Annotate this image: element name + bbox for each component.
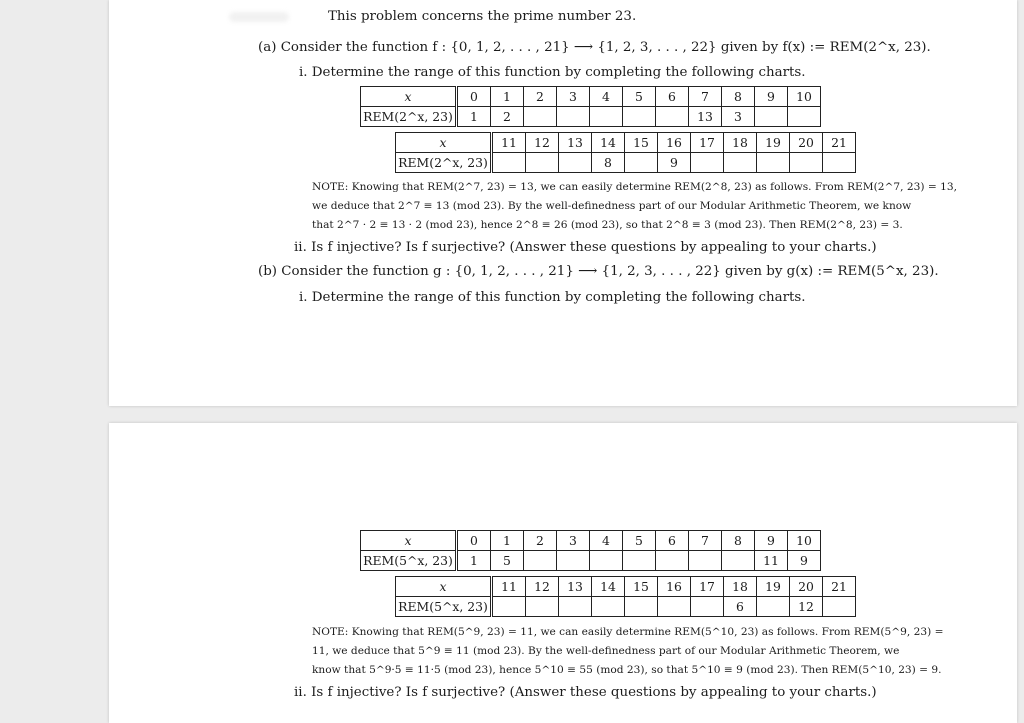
x-value-cell: 11 [492, 577, 526, 597]
x-value-cell: 5 [623, 531, 656, 551]
x-value-cell: 20 [790, 133, 823, 153]
rem-label-cell: REM(5^x, 23) [361, 551, 457, 571]
part-a-note-line-3: that 2^7 · 2 ≡ 13 · 2 (mod 23), hence 2^8 ≡ 26 (mod 23), so that 2^8 ≡ 3 (mod 23). Then REM(2^8, 23) = 3. [312, 219, 903, 231]
rem-value-cell[interactable] [656, 551, 689, 571]
chart-row-rem [361, 551, 821, 571]
rem-value-cell[interactable]: 8 [592, 153, 625, 173]
part-b-note-line-1: NOTE: Knowing that REM(5^9, 23) = 11, we can easily determine REM(5^10, 23) as follows. From REM(5^9, 23) = [312, 626, 944, 638]
part-b-chart-upper [360, 530, 821, 571]
x-label-cell: x [396, 577, 492, 597]
rem-value-cell[interactable] [823, 597, 856, 617]
part-b-subpart-i: i. Determine the range of this function by completing the following charts. [299, 290, 806, 305]
chart-row-x [361, 87, 821, 107]
x-value-cell: 16 [658, 577, 691, 597]
rem-label-cell: REM(2^x, 23) [396, 153, 492, 173]
rem-value-cell[interactable] [625, 153, 658, 173]
rem-value-cell[interactable] [559, 153, 592, 173]
x-value-cell: 6 [656, 87, 689, 107]
part-b-chart-lower [395, 576, 856, 617]
rem-value-cell[interactable] [823, 153, 856, 173]
rem-value-cell[interactable]: 13 [689, 107, 722, 127]
x-value-cell: 1 [491, 531, 524, 551]
x-value-cell: 8 [722, 531, 755, 551]
part-a-statement: (a) Consider the function f : {0, 1, 2, . . . , 21} ⟶ {1, 2, 3, . . . , 22} given by f(x) := REM(2^x, 23). [258, 40, 931, 55]
rem-value-cell[interactable]: 1 [457, 107, 491, 127]
rem-value-cell[interactable] [656, 107, 689, 127]
x-value-cell: 12 [526, 577, 559, 597]
x-value-cell: 0 [457, 87, 491, 107]
x-value-cell: 15 [625, 577, 658, 597]
x-value-cell: 0 [457, 531, 491, 551]
part-a-note-line-2: we deduce that 2^7 ≡ 13 (mod 23). By the well-definedness part of our Modular Arithmetic Theorem, we know [312, 200, 912, 212]
part-b-note-line-3: know that 5^9·5 ≡ 11·5 (mod 23), hence 5^10 ≡ 55 (mod 23), so that 5^10 ≡ 9 (mod 23). Then REM(5^10, 23) = 9. [312, 664, 942, 676]
x-value-cell: 19 [757, 133, 790, 153]
part-b-note-line-2: 11, we deduce that 5^9 ≡ 11 (mod 23). By the well-definedness part of our Modular Arithmetic Theorem, we [312, 645, 900, 657]
x-value-cell: 15 [625, 133, 658, 153]
part-b-statement: (b) Consider the function g : {0, 1, 2, . . . , 21} ⟶ {1, 2, 3, . . . , 22} given by g(x) := REM(5^x, 23). [258, 264, 939, 279]
chart-row-rem [396, 153, 856, 173]
rem-value-cell[interactable] [557, 107, 590, 127]
chart-row-x [396, 133, 856, 153]
rem-value-cell[interactable] [757, 153, 790, 173]
x-value-cell: 19 [757, 577, 790, 597]
rem-value-cell[interactable]: 1 [457, 551, 491, 571]
rem-value-cell[interactable] [658, 597, 691, 617]
x-value-cell: 9 [755, 531, 788, 551]
rem-value-cell[interactable] [557, 551, 590, 571]
x-label-cell: x [361, 531, 457, 551]
x-value-cell: 3 [557, 531, 590, 551]
x-value-cell: 14 [592, 577, 625, 597]
x-value-cell: 8 [722, 87, 755, 107]
rem-value-cell[interactable] [689, 551, 722, 571]
x-value-cell: 17 [691, 577, 724, 597]
x-value-cell: 1 [491, 87, 524, 107]
chart-row-x [396, 577, 856, 597]
chart-row-rem [396, 597, 856, 617]
rem-value-cell[interactable] [590, 107, 623, 127]
rem-value-cell[interactable] [524, 551, 557, 571]
rem-value-cell[interactable]: 12 [790, 597, 823, 617]
rem-value-cell[interactable] [623, 107, 656, 127]
problem-intro: This problem concerns the prime number 23. [328, 9, 637, 24]
rem-label-cell: REM(5^x, 23) [396, 597, 492, 617]
x-value-cell: 16 [658, 133, 691, 153]
x-value-cell: 11 [492, 133, 526, 153]
rem-value-cell[interactable]: 6 [724, 597, 757, 617]
x-value-cell: 2 [524, 87, 557, 107]
x-value-cell: 14 [592, 133, 625, 153]
part-b-subpart-ii: ii. Is f injective? Is f surjective? (Answer these questions by appealing to your charts.) [294, 685, 877, 700]
x-value-cell: 13 [559, 133, 592, 153]
x-label-cell: x [361, 87, 457, 107]
rem-value-cell[interactable] [524, 107, 557, 127]
x-value-cell: 6 [656, 531, 689, 551]
x-value-cell: 7 [689, 87, 722, 107]
rem-value-cell[interactable] [790, 153, 823, 173]
page-1 [109, 0, 1017, 406]
x-value-cell: 7 [689, 531, 722, 551]
part-a-chart-upper [360, 86, 821, 127]
rem-value-cell[interactable]: 9 [788, 551, 821, 571]
rem-value-cell[interactable] [722, 551, 755, 571]
x-value-cell: 9 [755, 87, 788, 107]
rem-value-cell[interactable]: 11 [755, 551, 788, 571]
rem-value-cell[interactable] [559, 597, 592, 617]
rem-value-cell[interactable] [492, 597, 526, 617]
x-value-cell: 20 [790, 577, 823, 597]
x-value-cell: 10 [788, 531, 821, 551]
x-value-cell: 21 [823, 577, 856, 597]
x-value-cell: 4 [590, 531, 623, 551]
rem-value-cell[interactable] [623, 551, 656, 571]
x-value-cell: 10 [788, 87, 821, 107]
x-value-cell: 18 [724, 577, 757, 597]
rem-value-cell[interactable]: 5 [491, 551, 524, 571]
rem-value-cell[interactable] [691, 153, 724, 173]
rem-value-cell[interactable] [526, 597, 559, 617]
rem-value-cell[interactable] [625, 597, 658, 617]
rem-value-cell[interactable]: 2 [491, 107, 524, 127]
chart-row-x [361, 531, 821, 551]
x-value-cell: 18 [724, 133, 757, 153]
x-value-cell: 4 [590, 87, 623, 107]
rem-value-cell[interactable] [755, 107, 788, 127]
x-label-cell: x [396, 133, 492, 153]
x-value-cell: 13 [559, 577, 592, 597]
rem-value-cell[interactable] [592, 597, 625, 617]
x-value-cell: 21 [823, 133, 856, 153]
x-value-cell: 12 [526, 133, 559, 153]
part-a-note-line-1: NOTE: Knowing that REM(2^7, 23) = 13, we can easily determine REM(2^8, 23) as follows. From REM(2^7, 23) = 13, [312, 181, 957, 193]
part-a-subpart-ii: ii. Is f injective? Is f surjective? (Answer these questions by appealing to your charts.) [294, 240, 877, 255]
rem-value-cell[interactable] [492, 153, 526, 173]
part-a-chart-lower [395, 132, 856, 173]
rem-value-cell[interactable]: 9 [658, 153, 691, 173]
page-2 [109, 423, 1017, 723]
part-a-subpart-i: i. Determine the range of this function by completing the following charts. [299, 65, 806, 80]
x-value-cell: 5 [623, 87, 656, 107]
rem-value-cell[interactable] [691, 597, 724, 617]
x-value-cell: 2 [524, 531, 557, 551]
rem-value-cell[interactable]: 3 [722, 107, 755, 127]
chart-row-rem [361, 107, 821, 127]
blurred-mark [229, 12, 289, 22]
x-value-cell: 3 [557, 87, 590, 107]
x-value-cell: 17 [691, 133, 724, 153]
rem-value-cell[interactable] [757, 597, 790, 617]
rem-value-cell[interactable] [788, 107, 821, 127]
rem-label-cell: REM(2^x, 23) [361, 107, 457, 127]
rem-value-cell[interactable] [590, 551, 623, 571]
rem-value-cell[interactable] [724, 153, 757, 173]
rem-value-cell[interactable] [526, 153, 559, 173]
